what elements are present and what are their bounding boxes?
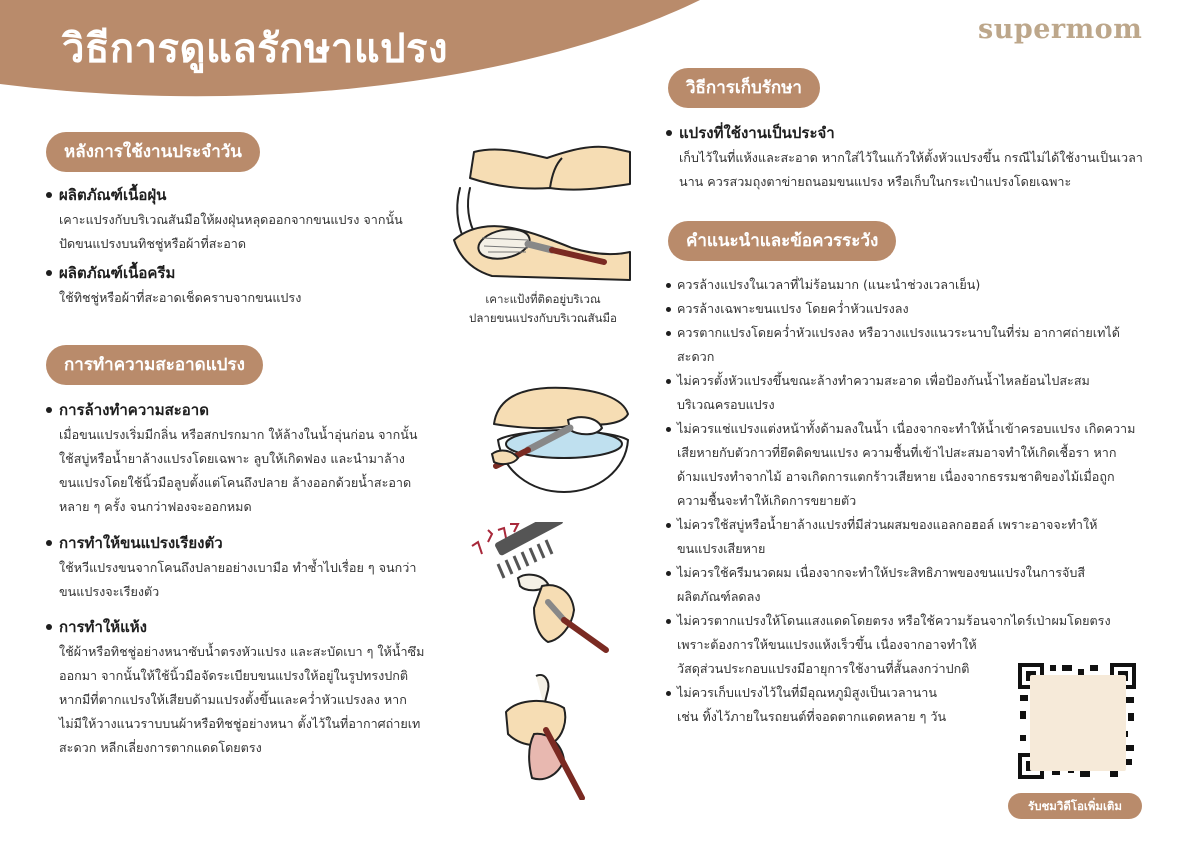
item-heading: การล้างทำความสะอาด [46,397,456,423]
daily-item-cream [46,260,446,310]
page-title: วิธีการดูแลรักษาแปรง [62,26,449,72]
section-storage-title: วิธีการเก็บรักษา [668,68,820,108]
item-heading: ผลิตภัณฑ์เนื้อครีม [46,260,446,286]
cleaning-item-wash [46,397,456,519]
tip-item: ควรตากแปรงโดยคว่ำหัวแปรงลง หรือวางแปรงแนวระนาบในที่ร่ม อากาศถ่ายเทได้ สะดวก [666,321,1136,369]
illustration-caption: เคาะแป้งที่ติดอยู่บริเวณ ปลายขนแปรงกับบริเวณสันมือ [469,292,617,325]
item-heading: การทำให้แห้ง [46,614,456,640]
item-text: เคาะแปรงกับบริเวณสันมือให้ผงฝุ่นหลุดออกจากขนแปรง จากนั้น ปัดขนแปรงบนทิชชู่หรือผ้าที่สะอาด [59,212,403,251]
bullet-icon [666,130,672,136]
bullet-icon [46,407,52,413]
tip-item: ไม่ควรเก็บแปรงไว้ในที่มีอุณหภูมิสูงเป็นเวลานาน เช่น ทิ้งไว้ภายในรถยนต์ที่จอดตากแดดหลาย ๆ วัน [666,681,1136,729]
bullet-icon [46,192,52,198]
hands-tapping-brush-illustration [452,140,637,285]
section-daily-title: หลังการใช้งานประจำวัน [46,132,260,172]
item-text: เมื่อขนแปรงเริ่มมีกลิ่น หรือสกปรกมาก ให้ล้างในน้ำอุ่นก่อน จากนั้น ใช้สบู่หรือน้ำยาล้างแปรงโดยเฉพาะ ลูบให้เกิดฟอง และนำมาล้าง ขนแปรงโดยใช้นิ้วมือลูบตั้งแต่โคนถึงปลาย ล้างออกด้วยน้ำสะอาด หลาย ๆ ครั้ง จนกว่าฟองจะออกหมด [59,427,418,514]
tip-item: ไม่ควรตากแปรงให้โดนแสงแดดโดยตรง หรือใช้ความร้อนจากไดร์เป่าผมโดยตรง เพราะต้องการให้ขนแปรงแห้งเร็วขึ้น เนื่องจากอาจทำให้ วัสดุส่วนประกอบแปรงมีอายุการใช้งานที่สั้นลงกว่าปกติ [666,609,1136,681]
item-text: ใช้ผ้าหรือทิชชู่อย่างหนาซับน้ำตรงหัวแปรง และสะบัดเบา ๆ ให้น้ำซึม ออกมา จากนั้นให้ใช้นิ้วมือจัดระเบียบขนแปรงให้อยู่ในรูปทรงปกติ หากมีที่ตากแปรงให้เสียบด้ามแปรงตั้งขึ้นและคว่ำหัวแปรงลง หาก ไม่มีให้วางแนวราบบนผ้าหรือทิชชู่อย่างหนา ตั้งไว้ในที่อากาศถ่ายเท สะดวก หลีกเลี่ยงการตากแดดโดยตรง [59,644,425,755]
hand-drying-brush-with-cloth-illustration [498,672,608,800]
tip-item: ไม่ควรใช้ครีมนวดผม เนื่องจากจะทำให้ประสิทธิภาพของขนแปรงในการจับสี ผลิตภัณฑ์ลดลง [666,561,1136,609]
bullet-icon [46,624,52,630]
cleaning-item-dry [46,614,456,760]
comb-brushing-bristles-illustration [468,522,618,656]
hand-washing-brush-in-bowl-illustration [488,384,638,500]
section-tips-title: คำแนะนำและข้อควรระวัง [668,221,896,261]
item-heading: ผลิตภัณฑ์เนื้อฝุ่น [46,182,446,208]
tip-item: ควรล้างเฉพาะขนแปรง โดยคว่ำหัวแปรงลง [666,297,1136,321]
watch-more-video-button[interactable]: รับชมวิดีโอเพิ่มเติม [1008,793,1142,819]
section-cleaning-title: การทำความสะอาดแปรง [46,345,263,385]
tip-item: ไม่ควรใช้สบู่หรือน้ำยาล้างแปรงที่มีส่วนผสมของแอลกอฮอล์ เพราะอาจจะทำให้ ขนแปรงเสียหาย [666,513,1136,561]
cleaning-item-align [46,530,456,604]
daily-item-powder [46,182,446,256]
tip-item: ไม่ควรแช่แปรงแต่งหน้าทั้งด้ามลงในน้ำ เนื่องจากจะทำให้น้ำเข้าครอบแปรง เกิดความ เสียหายกับตัวกาวที่ยึดติดขนแปรง ความชื้นที่เข้าไปสะสมอาจทำให้เกิดเชื้อรา หาก ด้ามแปรงทำจากไม้ อาจเกิดการแตกร้าวเสียหาย เนื่องจากธรรมชาติของไม้เมื่อถูก ความชื้นจะทำให้เกิดการขยายตัว [666,417,1136,513]
storage-item-regular [666,120,1156,194]
item-text: ใช้หวีแปรงขนจากโคนถึงปลายอย่างเบามือ ทำซ้ำไปเรื่อย ๆ จนกว่า ขนแปรงจะเรียงตัว [59,560,417,599]
item-text: เก็บไว้ในที่แห้งและสะอาด หากใส่ไว้ในแก้วให้ตั้งหัวแปรงขึ้น กรณีไม่ได้ใช้งานเป็นเวลา นาน ควรสวมถุงตาข่ายถนอมขนแปรง หรือเก็บในกระเป๋าแปรงโดยเฉพาะ [679,150,1143,189]
qr-code[interactable] [1016,661,1138,781]
tip-item: ไม่ควรตั้งหัวแปรงขึ้นขณะล้างทำความสะอาด เพื่อป้องกันน้ำไหลย้อนไปสะสม บริเวณครอบแปรง [666,369,1136,417]
item-heading: แปรงที่ใช้งานเป็นประจำ [666,120,1156,146]
bullet-icon [46,540,52,546]
tip-item: ควรล้างแปรงในเวลาที่ไม่ร้อนมาก (แนะนำช่วงเวลาเย็น) [666,273,1136,297]
brand-logo: supermom [978,14,1143,45]
bullet-icon [46,270,52,276]
item-heading: การทำให้ขนแปรงเรียงตัว [46,530,456,556]
item-text: ใช้ทิชชู่หรือผ้าที่สะอาดเช็ดคราบจากขนแปรง [59,290,302,305]
